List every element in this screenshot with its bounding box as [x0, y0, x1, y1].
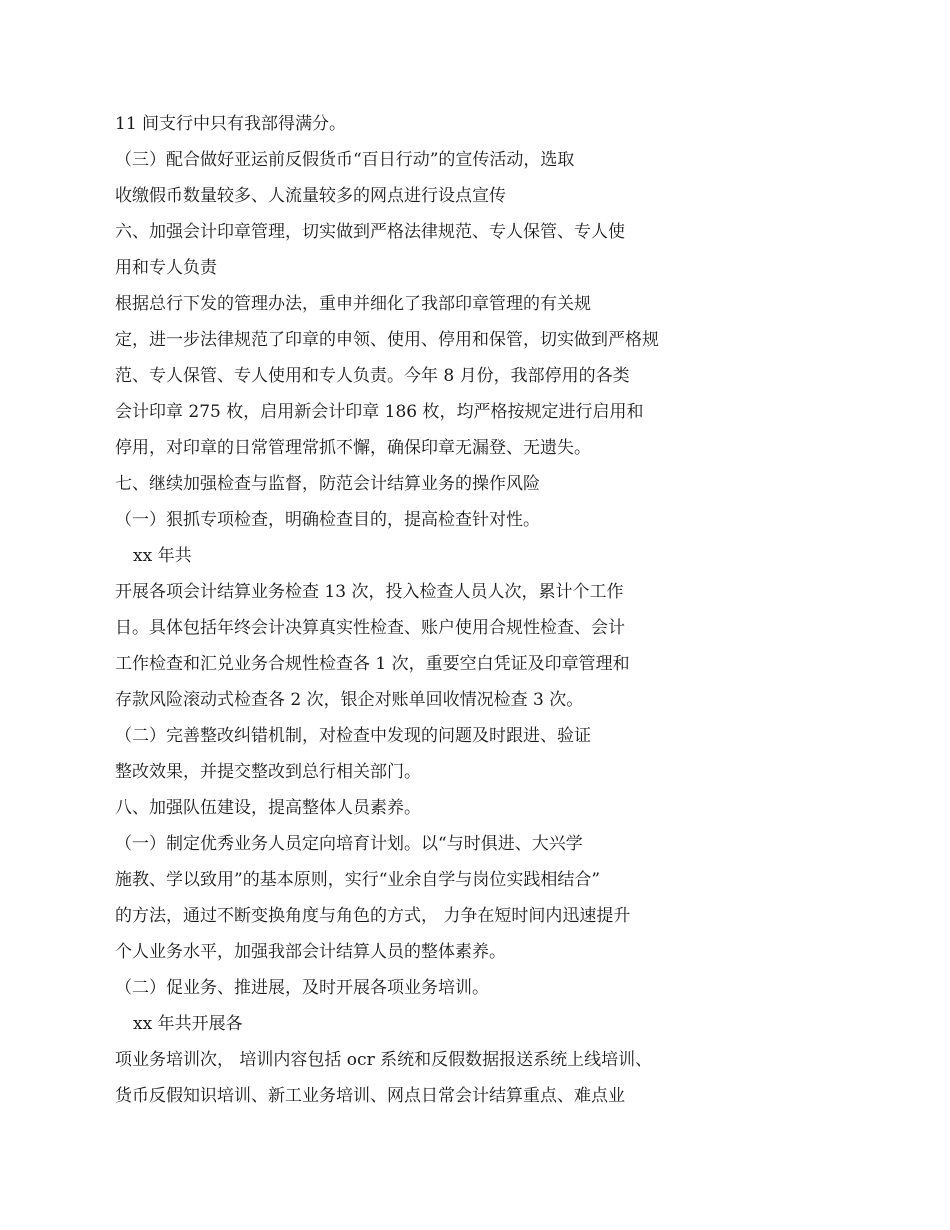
- text-line: 施教、学以致用”的基本原则，实行“业余自学与岗位实践相结合”: [115, 870, 601, 890]
- text-line: 根据总行下发的管理办法，重申并细化了我部印章管理的有关规: [115, 294, 591, 314]
- text-line: 开展各项会计结算业务检查 13 次，投入检查人员人次，累计个工作: [115, 582, 624, 602]
- text-line: 整改效果，并提交整改到总行相关部门。: [115, 762, 421, 782]
- text-line: （一）制定优秀业务人员定向培育计划。以“与时俱进、大兴学: [115, 834, 583, 854]
- text-line: 的方法，通过不断变换角度与角色的方式， 力争在短时间内迅速提升: [115, 906, 631, 926]
- text-line: 停用，对印章的日常管理常抓不懈，确保印章无漏登、无遗失。: [115, 438, 591, 458]
- text-line: 存款风险滚动式检查各 2 次，银企对账单回收情况检查 3 次。: [115, 690, 584, 710]
- text-line: 会计印章 275 枚，启用新会计印章 186 枚，均严格按规定进行启用和: [115, 402, 644, 422]
- section-heading: 用和专人负责: [115, 258, 217, 278]
- text-line: 货币反假知识培训、新工业务培训、网点日常会计结算重点、难点业: [115, 1086, 625, 1106]
- section-heading: 六、加强会计印章管理，切实做到严格法律规范、专人保管、专人使: [115, 222, 625, 242]
- section-heading: 七、继续加强检查与监督，防范会计结算业务的操作风险: [115, 474, 540, 494]
- text-line: （二）促业务、推进展，及时开展各项业务培训。: [115, 978, 489, 998]
- text-line: （三）配合做好亚运前反假货币“百日行动”的宣传活动，选取: [115, 150, 575, 170]
- text-line: 工作检查和汇兑业务合规性检查各 1 次，重要空白凭证及印章管理和: [115, 654, 630, 674]
- text-line: 个人业务水平，加强我部会计结算人员的整体素养。: [115, 942, 506, 962]
- text-line: xx 年共开展各: [133, 1014, 243, 1034]
- text-line: 项业务培训次， 培训内容包括 ocr 系统和反假数据报送系统上线培训、: [115, 1050, 653, 1070]
- document-body: [0, 106, 950, 1114]
- text-line: 11 间支行中只有我部得满分。: [115, 114, 347, 134]
- text-line: xx 年共: [133, 546, 192, 566]
- text-line: （二）完善整改纠错机制，对检查中发现的问题及时跟进、验证: [115, 726, 591, 746]
- text-line: （一）狠抓专项检查，明确检查目的，提高检查针对性。: [115, 510, 540, 530]
- text-line: 日。具体包括年终会计决算真实性检查、账户使用合规性检查、会计: [115, 618, 625, 638]
- section-heading: 八、加强队伍建设，提高整体人员素养。: [115, 798, 421, 818]
- text-line: 收缴假币数量较多、人流量较多的网点进行设点宣传: [115, 186, 506, 206]
- text-line: 定，进一步法律规范了印章的申领、使用、停用和保管，切实做到严格规: [115, 330, 659, 350]
- text-line: 范、专人保管、专人使用和专人负责。今年 8 月份，我部停用的各类: [115, 366, 630, 386]
